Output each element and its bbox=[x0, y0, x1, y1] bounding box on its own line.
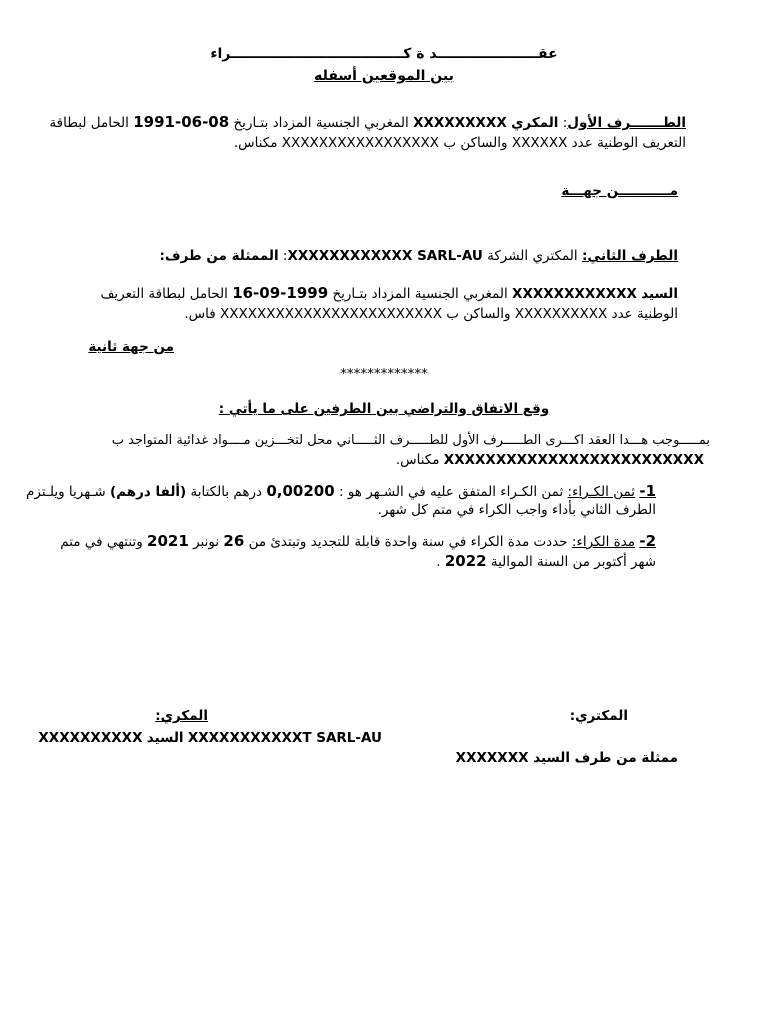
party2-line1: الطرف الثاني: المكتري الشركة XXXXXXXXXXXX SARL-AU: الممثلة من طرف: bbox=[159, 248, 678, 264]
intro-line2: XXXXXXXXXXXXXXXXXXXXXXXXX مكناس. bbox=[395, 452, 704, 468]
lessee-signature-line: ممثلة من طرف السيد XXXXXXX bbox=[455, 750, 678, 766]
intro-line1: بمـــــوجب هـــدا العقد اكـــرى الطـــــرف الأول للطـــــرف الثـــــاني محل لتخـــزين مــــواد غدائية المتواجد ب bbox=[111, 433, 710, 448]
lessor-label: المكري: bbox=[155, 708, 208, 724]
contract-title: عقـــــــــــــــــــــد ة كــــــــــــــــــــــــــــــــــــراء bbox=[210, 46, 558, 62]
side1-label: مـــــــــــن جهـــة bbox=[561, 183, 678, 199]
clause1-line2: الطرف الثاني بأداء واجب الكراء في متم كل شهر. bbox=[377, 502, 656, 518]
party1-line2: التعريف الوطنية عدد XXXXXX والساكن ب XXXXXXXXXXXXXXXXX مكناس. bbox=[233, 135, 686, 151]
clause1-line1: 1- ثمن الكـراء: ثمن الكـراء المتفق عليه في الشـهر هو : 0,00200 درهم بالكتابة (ألفا درهم) شـهريا ويلـتزم bbox=[26, 482, 656, 500]
lessor-signature-line: XXXXXXXXXXXT SARL-AU السيد XXXXXXXXXX bbox=[38, 730, 382, 746]
contract-subtitle: بين الموقعين أسفله bbox=[314, 68, 454, 84]
party1-line1: الطـــــــرف الأول: المكري XXXXXXXXX المغربي الجنسية المزداد بتـاريخ 1991-06-08 الحامل لبطاقة bbox=[49, 113, 686, 131]
agreement-heading: وقع الاتفاق والتراضي بين الطرفين على ما يأتي : bbox=[218, 401, 550, 417]
clause2-line2: شهر أكتوبر من السنة الموالية 2022 . bbox=[436, 552, 656, 570]
side2-label: من جهة ثانية bbox=[88, 339, 174, 355]
separator-stars: ************* bbox=[340, 366, 428, 382]
party2-line2: السيد XXXXXXXXXXXX المغربي الجنسية المزداد بتـاريخ 16-09-1999 الحامل لبطاقة التعريف bbox=[100, 284, 678, 302]
party2-line3: الوطنية عدد XXXXXXXXXX والساكن ب XXXXXXXXXXXXXXXXXXXXXXXX فاس. bbox=[184, 306, 678, 322]
lessee-label: المكتري: bbox=[569, 708, 628, 724]
clause2-line1: 2- مدة الكراء: حددت مدة الكراء في سنة واحدة قابلة للتجديد وتبتدئ من 26 نونبر 2021 وتنتهي في متم bbox=[60, 532, 656, 550]
